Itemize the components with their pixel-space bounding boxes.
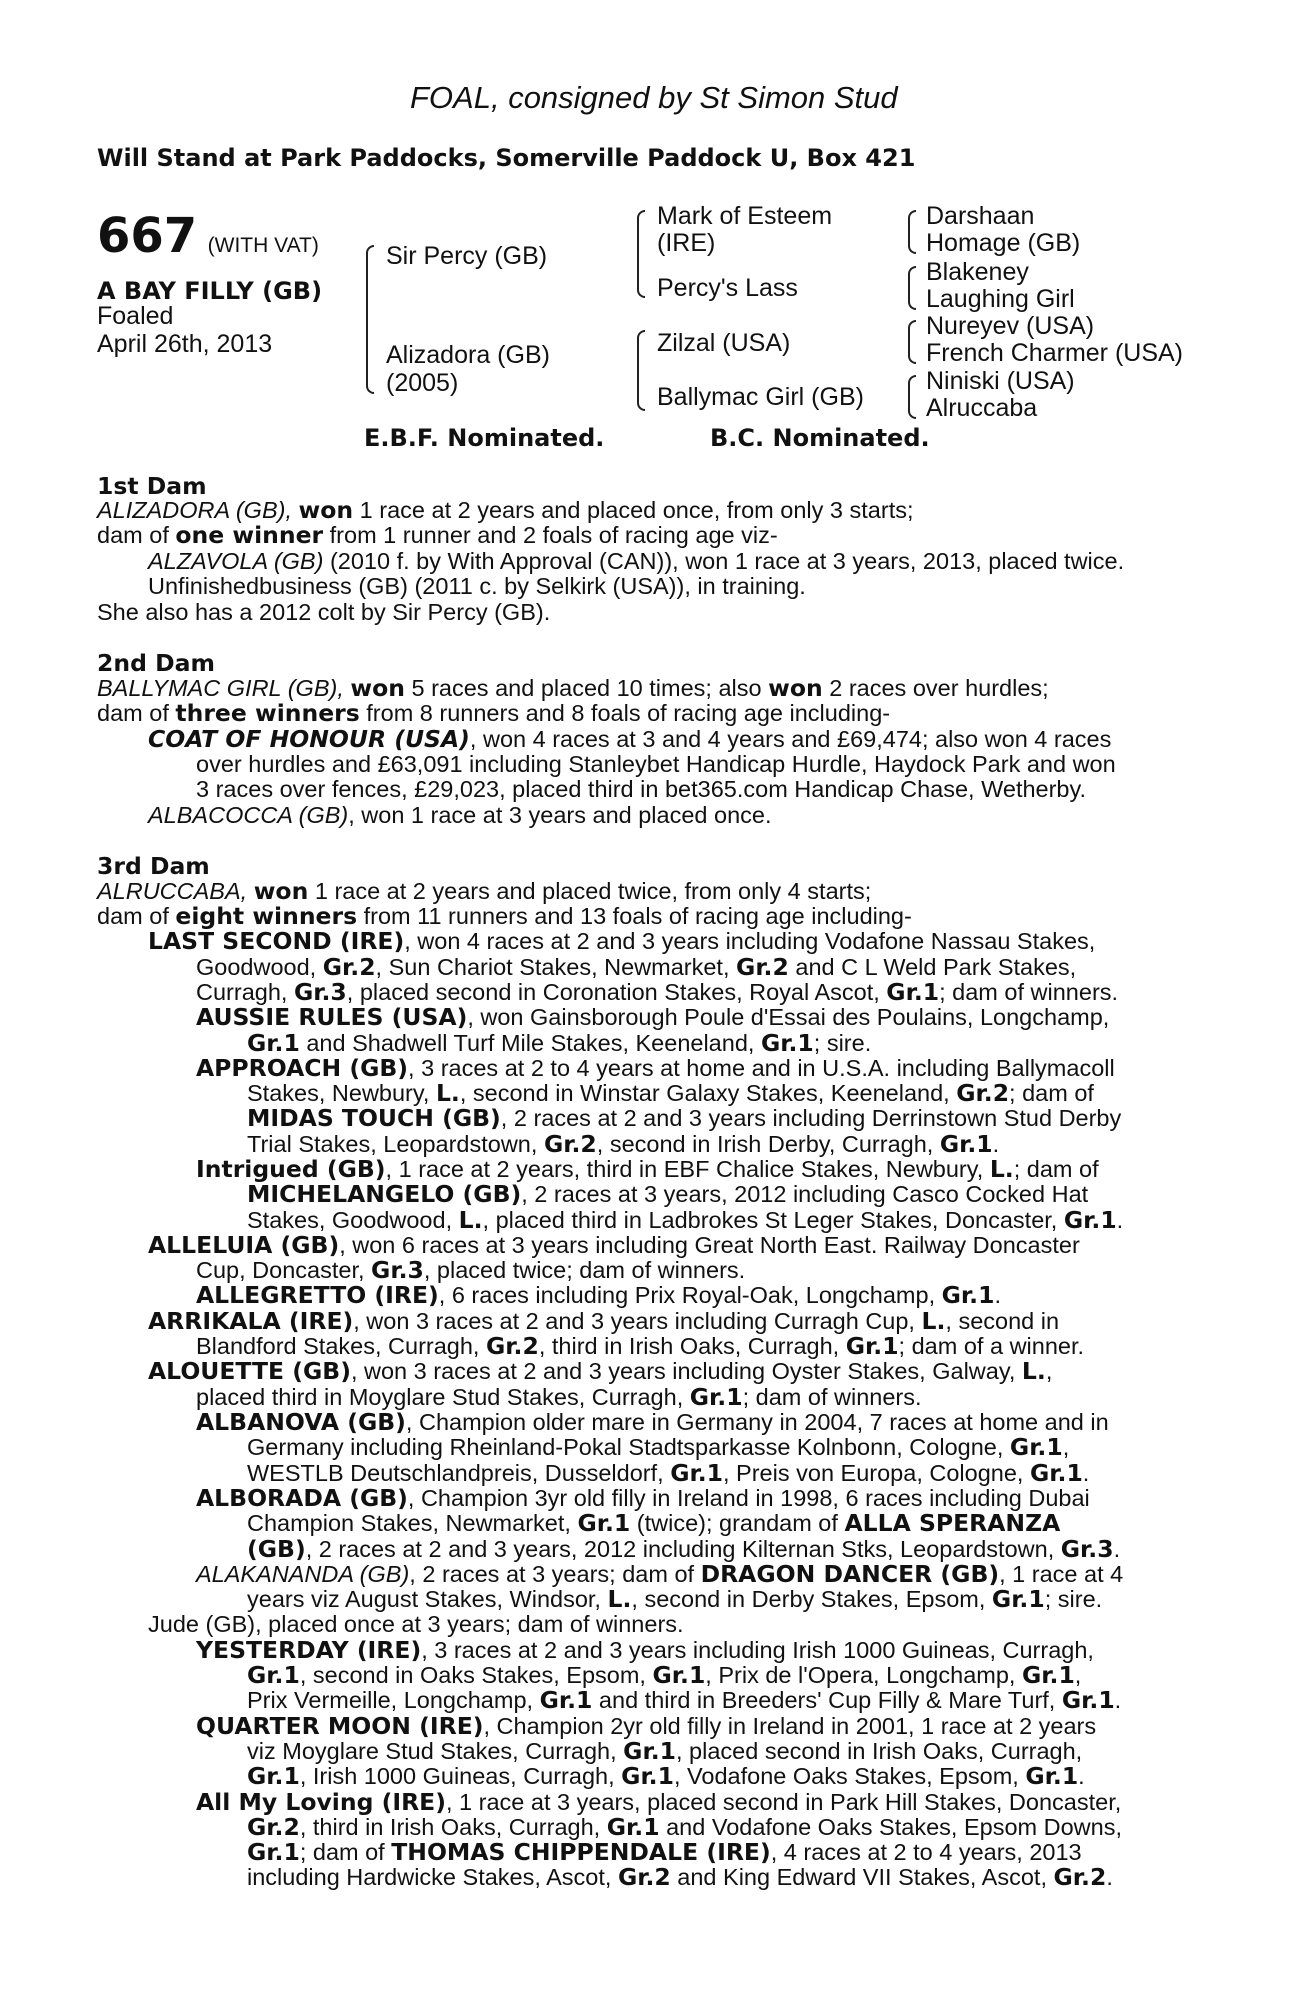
third-dam-line: Gr.2, third in Irish Oaks, Curragh, Gr.1 and Vodafone Oaks Stakes, Epsom Downs, xyxy=(247,1813,1122,1841)
third-dam-line: QUARTER MOON (IRE), Champion 2yr old filly in Ireland in 2001, 1 race at 2 years xyxy=(196,1712,1097,1740)
third-dam-line: Blandford Stakes, Curragh, Gr.2, third in Irish Oaks, Curragh, Gr.1; dam of a winner. xyxy=(196,1332,1085,1360)
third-dam-line: MIDAS TOUCH (GB), 2 races at 2 and 3 years including Derrinstown Stud Derby xyxy=(247,1104,1122,1132)
pedigree-brace-dam xyxy=(637,330,645,411)
dam-dam: Ballymac Girl (GB) xyxy=(657,383,864,411)
lot-title: A BAY FILLY (GB) xyxy=(97,277,323,305)
third-dam-line: Stakes, Newbury, L., second in Winstar Galaxy Stakes, Keeneland, Gr.2; dam of xyxy=(247,1079,1094,1107)
third-dam-line: dam of eight winners from 11 runners and 13 foals of racing age including- xyxy=(97,902,912,930)
third-dam-line: APPROACH (GB), 3 races at 2 to 4 years at home and in U.S.A. including Ballymacoll xyxy=(196,1054,1115,1082)
sire-sire: Mark of Esteem xyxy=(657,202,833,230)
ebf-nominated: E.B.F. Nominated. xyxy=(364,424,605,452)
third-dam-line: years viz August Stakes, Windsor, L., second in Derby Stakes, Epsom, Gr.1; sire. xyxy=(247,1585,1103,1613)
pedigree-brace-4d xyxy=(908,375,916,419)
third-dam-line: LAST SECOND (IRE), won 4 races at 2 and 3 years including Vodafone Nassau Stakes, xyxy=(148,927,1096,955)
first-dam-line: dam of one winner from 1 runner and 2 foals of racing age viz- xyxy=(97,521,778,549)
sire-dam: Percy's Lass xyxy=(657,274,798,302)
second-dam-heading: 2nd Dam xyxy=(97,649,215,677)
first-dam-line: ALIZADORA (GB), won 1 race at 2 years and placed once, from only 3 starts; xyxy=(97,496,914,524)
dam-year: (2005) xyxy=(386,369,459,397)
gg-sire-3: Nureyev (USA) xyxy=(926,312,1095,340)
second-dam-line: over hurdles and £63,091 including Stanleybet Handicap Hurdle, Haydock Park and won xyxy=(196,751,1116,777)
third-dam-line: All My Loving (IRE), 1 race at 3 years, placed second in Park Hill Stakes, Doncaster, xyxy=(196,1788,1122,1816)
third-dam-line: ALRUCCABA, won 1 race at 2 years and placed twice, from only 4 starts; xyxy=(97,877,872,905)
third-dam-line: Cup, Doncaster, Gr.3, placed twice; dam of winners. xyxy=(196,1256,746,1284)
third-dam-line: Trial Stakes, Leopardstown, Gr.2, second in Irish Derby, Curragh, Gr.1. xyxy=(247,1130,1000,1158)
third-dam-line: WESTLB Deutschlandpreis, Dusseldorf, Gr.1, Preis von Europa, Cologne, Gr.1. xyxy=(247,1459,1090,1487)
pedigree-brace-4a xyxy=(908,210,916,254)
dam-name: Alizadora (GB) xyxy=(386,341,550,369)
first-dam-line: ALZAVOLA (GB) (2010 f. by With Approval (CAN)), won 1 race at 3 years, 2013, placed twice. xyxy=(148,548,1125,574)
gg-dam-3: French Charmer (USA) xyxy=(926,339,1183,367)
consignment-heading: FOAL, consigned by St Simon Stud xyxy=(410,80,898,115)
stand-location: Will Stand at Park Paddocks, Somerville Paddock U, Box 421 xyxy=(97,144,916,172)
third-dam-line: MICHELANGELO (GB), 2 races at 3 years, 2012 including Casco Cocked Hat xyxy=(247,1180,1089,1208)
second-dam-line: BALLYMAC GIRL (GB), won 5 races and placed 10 times; also won 2 races over hurdles; xyxy=(97,674,1049,702)
third-dam-line: (GB), 2 races at 2 and 3 years, 2012 including Kilternan Stks, Leopardstown, Gr.3. xyxy=(247,1535,1121,1563)
pedigree-brace-4b xyxy=(908,266,916,310)
third-dam-line: Stakes, Goodwood, L., placed third in Ladbrokes St Leger Stakes, Doncaster, Gr.1. xyxy=(247,1206,1124,1234)
pedigree-brace-main xyxy=(366,245,374,394)
third-dam-heading: 3rd Dam xyxy=(97,852,210,880)
gg-dam-4: Alruccaba xyxy=(926,394,1038,422)
sire: Sir Percy (GB) xyxy=(386,242,548,270)
third-dam-line: ARRIKALA (IRE), won 3 races at 2 and 3 years including Curragh Cup, L., second in xyxy=(148,1307,1060,1335)
pedigree-brace-sire xyxy=(637,210,645,298)
bc-nominated: B.C. Nominated. xyxy=(710,424,930,452)
foaled-label: Foaled xyxy=(97,302,174,330)
first-dam-line: Unfinishedbusiness (GB) (2011 c. by Selkirk (USA)), in training. xyxy=(148,573,806,599)
third-dam-line: Prix Vermeille, Longchamp, Gr.1 and third in Breeders' Cup Filly & Mare Turf, Gr.1. xyxy=(247,1686,1122,1714)
dam-sire: Zilzal (USA) xyxy=(657,329,791,357)
third-dam-line: ALLELUIA (GB), won 6 races at 3 years including Great North East. Railway Doncaster xyxy=(148,1231,1080,1259)
third-dam-line: viz Moyglare Stud Stakes, Curragh, Gr.1, placed second in Irish Oaks, Curragh, xyxy=(247,1737,1083,1765)
vat-label: (WITH VAT) xyxy=(207,234,319,257)
second-dam-line: dam of three winners from 8 runners and 8 foals of racing age including- xyxy=(97,699,891,727)
second-dam-line: 3 races over fences, £29,023, placed third in bet365.com Handicap Chase, Wetherby. xyxy=(196,776,1087,802)
third-dam-line: Intrigued (GB), 1 race at 2 years, third in EBF Chalice Stakes, Newbury, L.; dam of xyxy=(196,1155,1099,1183)
pedigree-brace-4c xyxy=(908,320,916,364)
third-dam-line: placed third in Moyglare Stud Stakes, Curragh, Gr.1; dam of winners. xyxy=(196,1383,922,1411)
third-dam-line: Germany including Rheinland-Pokal Stadtsparkasse Kolnbonn, Cologne, Gr.1, xyxy=(247,1433,1070,1461)
third-dam-line: ALAKANANDA (GB), 2 races at 3 years; dam of DRAGON DANCER (GB), 1 race at 4 xyxy=(196,1560,1124,1588)
third-dam-line: Curragh, Gr.3, placed second in Coronation Stakes, Royal Ascot, Gr.1; dam of winners. xyxy=(196,978,1119,1006)
third-dam-line: Gr.1, Irish 1000 Guineas, Curragh, Gr.1, Vodafone Oaks Stakes, Epsom, Gr.1. xyxy=(247,1762,1085,1790)
gg-dam-1: Homage (GB) xyxy=(926,229,1081,257)
third-dam-line: ALBANOVA (GB), Champion older mare in Germany in 2004, 7 races at home and in xyxy=(196,1408,1109,1436)
first-dam-heading: 1st Dam xyxy=(97,472,207,500)
lot-block xyxy=(97,208,319,264)
third-dam-line: Gr.1, second in Oaks Stakes, Epsom, Gr.1, Prix de l'Opera, Longchamp, Gr.1, xyxy=(247,1661,1082,1689)
third-dam-line: AUSSIE RULES (USA), won Gainsborough Poule d'Essai des Poulains, Longchamp, xyxy=(196,1003,1110,1031)
lot-number: 667 xyxy=(97,208,198,264)
third-dam-line: ALBORADA (GB), Champion 3yr old filly in Ireland in 1998, 6 races including Dubai xyxy=(196,1484,1090,1512)
third-dam-line: Goodwood, Gr.2, Sun Chariot Stakes, Newmarket, Gr.2 and C L Weld Park Stakes, xyxy=(196,953,1077,981)
gg-sire-4: Niniski (USA) xyxy=(926,367,1075,395)
second-dam-line: ALBACOCCA (GB), won 1 race at 3 years and placed once. xyxy=(148,802,772,828)
third-dam-line: including Hardwicke Stakes, Ascot, Gr.2 and King Edward VII Stakes, Ascot, Gr.2. xyxy=(247,1863,1113,1891)
second-dam-line: COAT OF HONOUR (USA), won 4 races at 3 and 4 years and £69,474; also won 4 races xyxy=(148,725,1112,753)
third-dam-line: Gr.1 and Shadwell Turf Mile Stakes, Keeneland, Gr.1; sire. xyxy=(247,1029,872,1057)
gg-sire-1: Darshaan xyxy=(926,202,1035,230)
gg-sire-2: Blakeney xyxy=(926,258,1029,286)
third-dam-line: ALOUETTE (GB), won 3 races at 2 and 3 years including Oyster Stakes, Galway, L., xyxy=(148,1357,1053,1385)
first-dam-line: She also has a 2012 colt by Sir Percy (GB). xyxy=(97,599,551,625)
sire-sire-country: (IRE) xyxy=(657,229,716,257)
foaled-date: April 26th, 2013 xyxy=(97,330,273,358)
gg-dam-2: Laughing Girl xyxy=(926,285,1075,313)
third-dam-line: Jude (GB), placed once at 3 years; dam of winners. xyxy=(148,1611,684,1637)
third-dam-line: YESTERDAY (IRE), 3 races at 2 and 3 years including Irish 1000 Guineas, Curragh, xyxy=(196,1636,1094,1664)
third-dam-line: ALLEGRETTO (IRE), 6 races including Prix Royal-Oak, Longchamp, Gr.1. xyxy=(196,1281,1001,1309)
third-dam-line: Champion Stakes, Newmarket, Gr.1 (twice); grandam of ALLA SPERANZA xyxy=(247,1509,1061,1537)
third-dam-line: Gr.1; dam of THOMAS CHIPPENDALE (IRE), 4 races at 2 to 4 years, 2013 xyxy=(247,1838,1082,1866)
